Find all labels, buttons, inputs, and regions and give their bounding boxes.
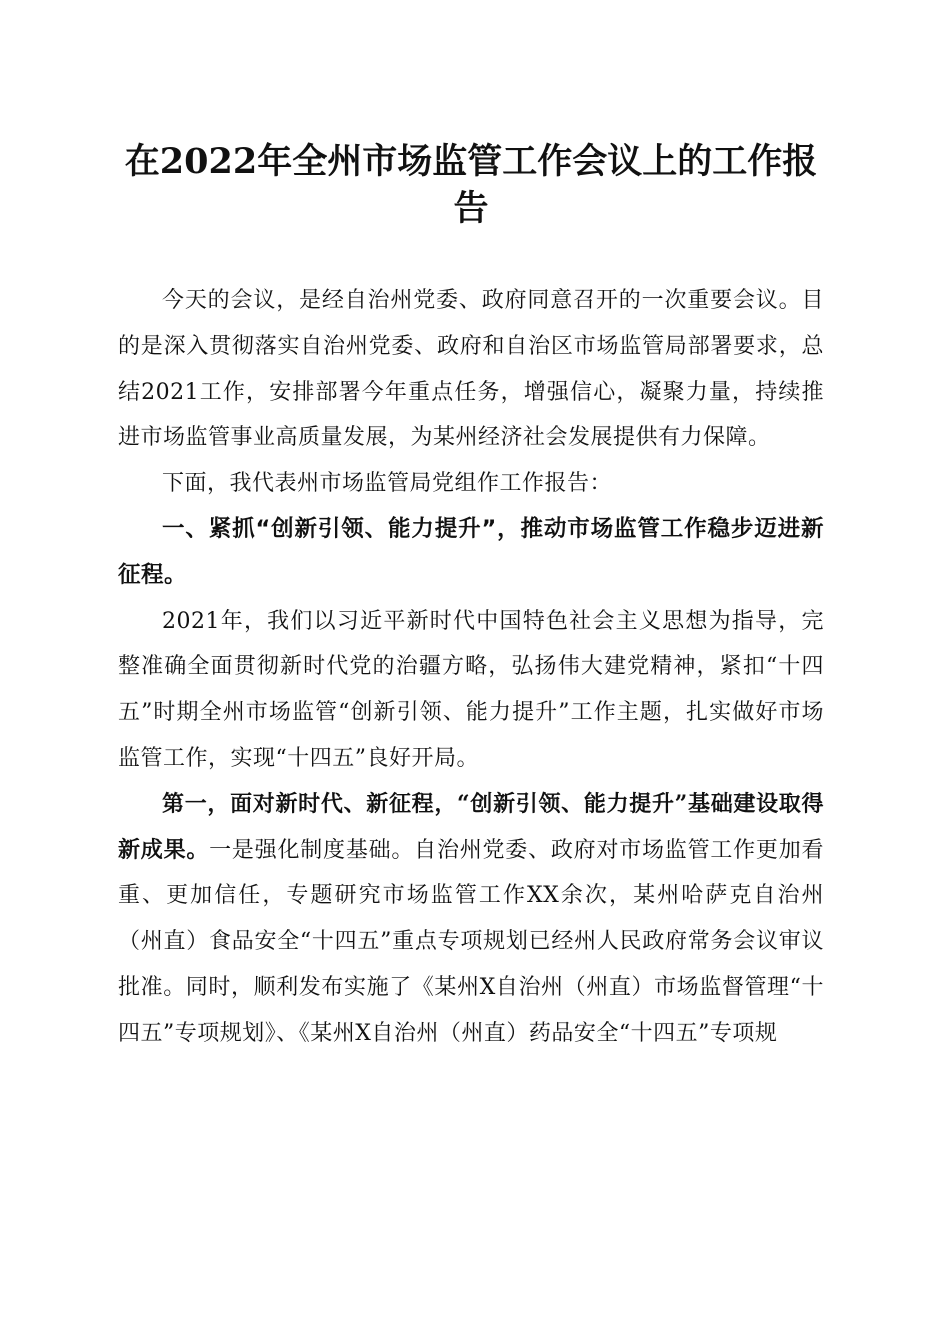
section-1-paragraph: 2021年，我们以习近平新时代中国特色社会主义思想为指导，完整准确全面贯彻新时代党的治疆方略，弘扬伟大建党精神，紧扣“十四五”时期全州市场监管“创新引领、能力提升”工作主题，扎实做好市场监管工作，实现“十四五”良好开局。 — [118, 608, 824, 771]
first-point-lead: 第一，面对新时代、新征程，“创新引领、能力提升”基础建设取得新成果。 — [118, 790, 824, 863]
document-page — [118, 138, 824, 1057]
document-title: 在2022年全州市场监管工作会议上的工作报告 — [124, 141, 818, 229]
intro-paragraph: 今天的会议，是经自治州党委、政府同意召开的一次重要会议。目的是深入贯彻落实自治州党委、政府和自治区市场监管局部署要求，总结2021工作，安排部署今年重点任务，增强信心，凝聚力量，持续推进市场监管事业高质量发展，为某州经济社会发展提供有力保障。 — [118, 288, 824, 451]
section-heading-1: 一、紧抓“创新引领、能力提升”，推动市场监管工作稳步迈进新征程。 — [118, 515, 824, 588]
first-point-paragraph — [118, 782, 824, 1057]
report-intro-paragraph: 下面，我代表州市场监管局党组作工作报告： — [162, 471, 613, 497]
document-body — [118, 278, 824, 1057]
first-point-text: 一是强化制度基础。自治州党委、政府对市场监管工作更加看重、更加信任，专题研究市场监管工作XX余次，某州哈萨克自治州（州直）食品安全“十四五”重点专项规划已经州人民政府常务会议审议批准。同时，顺利发布实施了《某州X自治州（州直）市场监督管理“十四五”专项规划》、《某州X自治州（州直）药品安全“十四五”专项规 — [118, 837, 824, 1046]
